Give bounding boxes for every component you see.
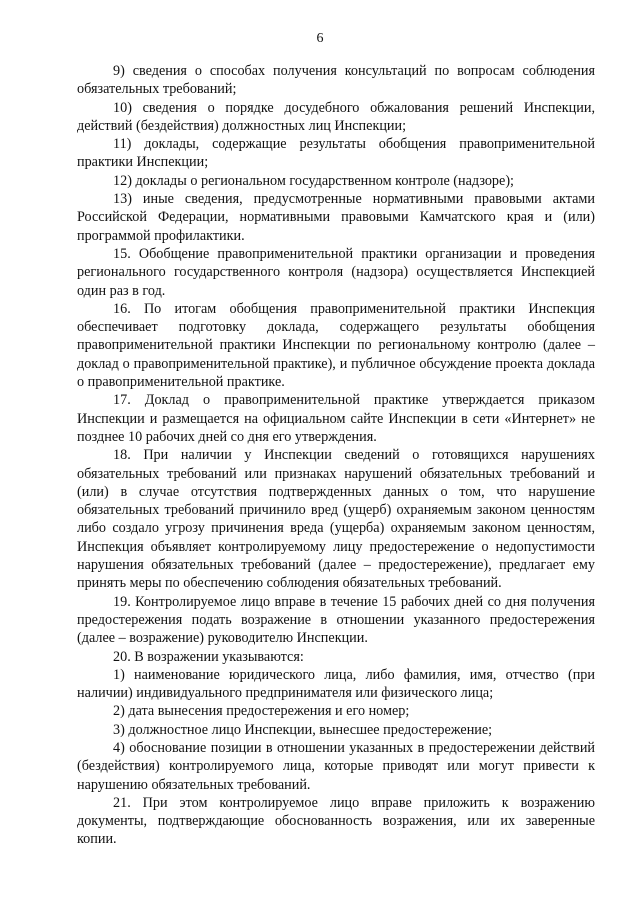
paragraph-clause-21: 21. При этом контролируемое лицо вправе приложить к возражению документы, подтверждающие обоснованность возражения, или их заверенные копии.	[77, 794, 595, 848]
paragraph-clause-18: 18. При наличии у Инспекции сведений о готовящихся нарушениях обязательных требований или признаках нарушений обязательных требований и (или) в случае отсутствия подтвержденных данных о том, что нарушение обязательных требований причинило вред (ущерб) охраняемым законом ценностям либо создало угрозу причинения вреда (ущерба) охраняемым законом ценностям, Инспекция объявляет контролируемому лицу предостережение о недопустимости нарушения обязательных требований (далее – предостережение), предлагает ему принять меры по обеспечению соблюдения обязательных требований.	[77, 447, 595, 592]
paragraph-clause-17: 17. Доклад о правоприменительной практике утверждается приказом Инспекции и размещается на официальном сайте Инспекции в сети «Интернет» не позднее 10 рабочих дней со дня его утверждения.	[77, 392, 595, 445]
paragraph-item-10: 10) сведения о порядке досудебного обжалования решений Инспекции, действий (бездействия) должностных лиц Инспекции;	[77, 99, 595, 134]
paragraph-clause-20: 20. В возражении указываются:	[113, 648, 304, 665]
paragraph-objection-item-4: 4) обоснование позиции в отношении указанных в предостережении действий (бездействия) контролируемого лица, которые приводят или могут привести к нарушению обязательных требований.	[77, 739, 595, 793]
paragraph-item-9: 9) сведения о способах получения консультаций по вопросам соблюдения обязательных требований;	[77, 63, 595, 98]
paragraph-item-11: 11) доклады, содержащие результаты обобщения правоприменительной практики Инспекции;	[77, 136, 595, 171]
paragraph-objection-item-1: 1) наименование юридического лица, либо фамилия, имя, отчество (при наличии) индивидуального предпринимателя или физического лица;	[77, 666, 595, 702]
page-number: 6	[316, 31, 324, 46]
paragraph-clause-16: 16. По итогам обобщения правоприменительной практики Инспекция обеспечивает подготовку доклада, содержащего результаты обобщения правоприменительной практики Инспекции по региональному контролю (далее – доклад о правоприменительной практике), и публичное обсуждение проекта доклада о правоприменительной практике.	[77, 300, 595, 391]
paragraph-item-13: 13) иные сведения, предусмотренные нормативными правовыми актами Российской Федерации, нормативными правовыми Камчатского края и (или) программой профилактики.	[77, 191, 595, 244]
paragraph-item-12: 12) доклады о региональном государственном контроле (надзоре);	[113, 172, 514, 189]
paragraph-objection-item-3: 3) должностное лицо Инспекции, вынесшее предостережение;	[113, 721, 493, 738]
paragraph-clause-19: 19. Контролируемое лицо вправе в течение 15 рабочих дней со дня получения предостережения подать возражение в отношении указанного предостережения (далее – возражение) руководителю Инспекции.	[77, 593, 595, 647]
paragraph-objection-item-2: 2) дата вынесения предостережения и его номер;	[113, 703, 410, 720]
document-body	[77, 62, 595, 849]
paragraph-clause-15: 15. Обобщение правоприменительной практики организации и проведения регионального государственного контроля (надзора) осуществляется Инспекцией один раз в год.	[77, 245, 595, 299]
